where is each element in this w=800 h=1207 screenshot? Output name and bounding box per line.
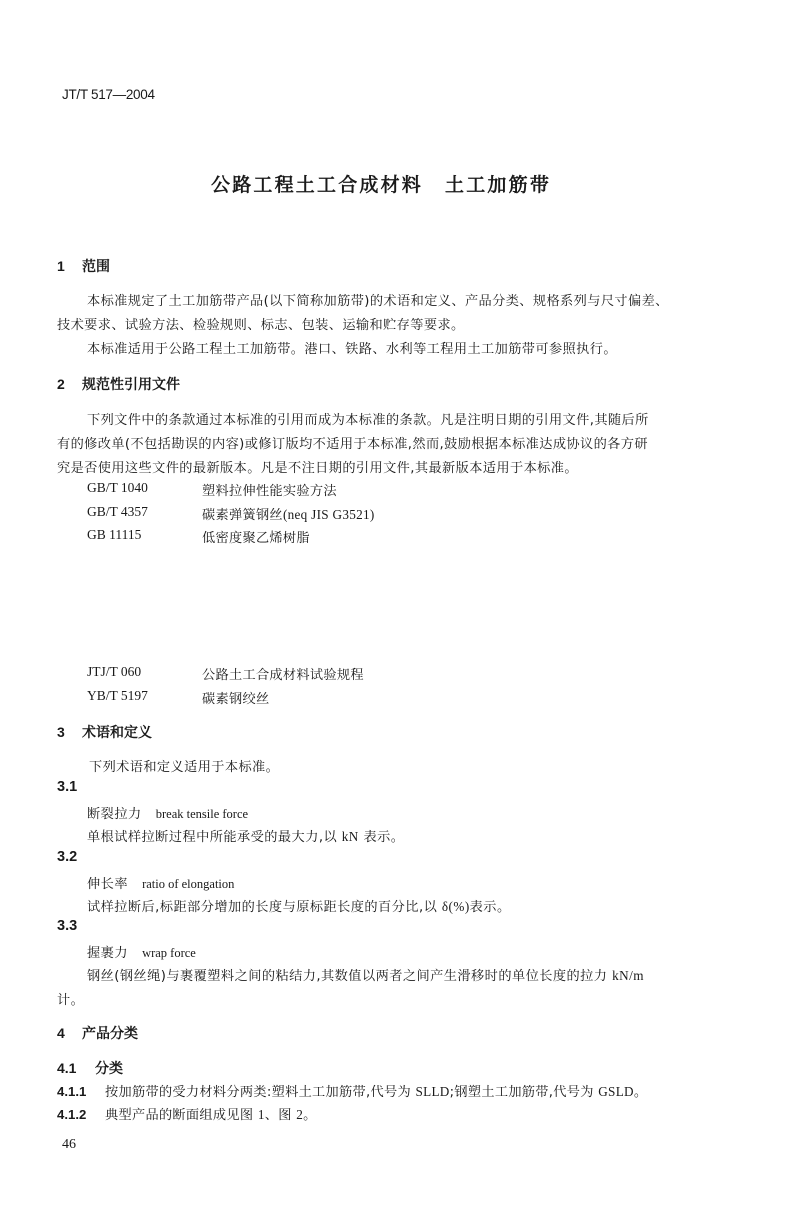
reference-code: GB 11115 (87, 527, 142, 542)
term-name: 伸长率 ratio of elongation (87, 877, 235, 892)
term-name: 断裂拉力 break tensile force (87, 807, 249, 822)
term-definition-line-2: 计。 (57, 993, 85, 1008)
reference-code: GB/T 4357 (87, 504, 148, 519)
reference-title: 碳素弹簧钢丝(neq JIS G3521) (202, 507, 375, 523)
references-para-line-2: 有的修改单(不包括勘误的内容)或修订版均不适用于本标准,然而,鼓励根据本标准达成协议的各方研 (57, 437, 648, 452)
references-para-line-1: 下列文件中的条款通过本标准的引用而成为本标准的条款。凡是注明日期的引用文件,其随后所 (87, 413, 649, 428)
references-para-line-3: 究是否使用这些文件的最新版本。凡是不注日期的引用文件,其最新版本适用于本标准。 (57, 461, 578, 476)
section-heading-scope: 1 范围 (57, 258, 110, 275)
scope-para-1-line-1: 本标准规定了土工加筋带产品(以下简称加筋带)的术语和定义、产品分类、规格系列与尺寸偏差、 (87, 294, 669, 309)
scope-para-2: 本标准适用于公路工程土工加筋带。港口、铁路、水利等工程用土工加筋带可参照执行。 (87, 342, 617, 357)
title-part-2: 土工加筋带 (445, 174, 552, 196)
reference-code: JTJ/T 060 (87, 664, 142, 679)
clause-4-1-2: 4.1.2 典型产品的断面组成见图 1、图 2。 (57, 1107, 317, 1123)
term-definition: 单根试样拉断过程中所能承受的最大力,以 kN 表示。 (87, 829, 405, 845)
term-number: 3.1 (57, 779, 78, 795)
clause-4-1-1: 4.1.1 按加筋带的受力材料分两类:塑料土工加筋带,代号为 SLLD;钢塑土工加筋带,代号为 GSLD。 (57, 1084, 648, 1100)
term-number: 3.3 (57, 918, 78, 934)
section-heading-terms-definitions: 3 术语和定义 (57, 724, 152, 741)
term-definition: 试样拉断后,标距部分增加的长度与原标距长度的百分比,以 δ(%)表示。 (87, 899, 511, 915)
terms-intro: 下列术语和定义适用于本标准。 (89, 760, 280, 775)
term-definition-line-1: 钢丝(钢丝绳)与裹覆塑料之间的粘结力,其数值以两者之间产生滑移时的单位长度的拉力 kN/m (87, 968, 644, 984)
reference-title: 公路土工合成材料试验规程 (202, 668, 364, 683)
reference-title: 碳素钢绞丝 (202, 692, 270, 707)
document-title (211, 170, 551, 197)
section-heading-product-classification: 4 产品分类 (57, 1025, 138, 1042)
reference-title: 塑料拉伸性能实验方法 (202, 484, 337, 499)
standard-code: JT/T 517—2004 (62, 87, 155, 102)
title-part-1: 公路工程土工合成材料 (211, 174, 424, 196)
term-name: 握裹力 wrap force (87, 946, 196, 961)
scope-para-1-line-2: 技术要求、试验方法、检验规则、标志、包装、运输和贮存等要求。 (57, 318, 465, 333)
reference-title: 低密度聚乙烯树脂 (202, 531, 310, 546)
subsection-heading-classification: 4.1 分类 (57, 1060, 123, 1077)
term-number: 3.2 (57, 849, 78, 865)
reference-code: GB/T 1040 (87, 480, 148, 495)
page-number: 46 (62, 1137, 76, 1152)
section-heading-normative-references: 2 规范性引用文件 (57, 376, 180, 393)
reference-code: YB/T 5197 (87, 688, 148, 703)
